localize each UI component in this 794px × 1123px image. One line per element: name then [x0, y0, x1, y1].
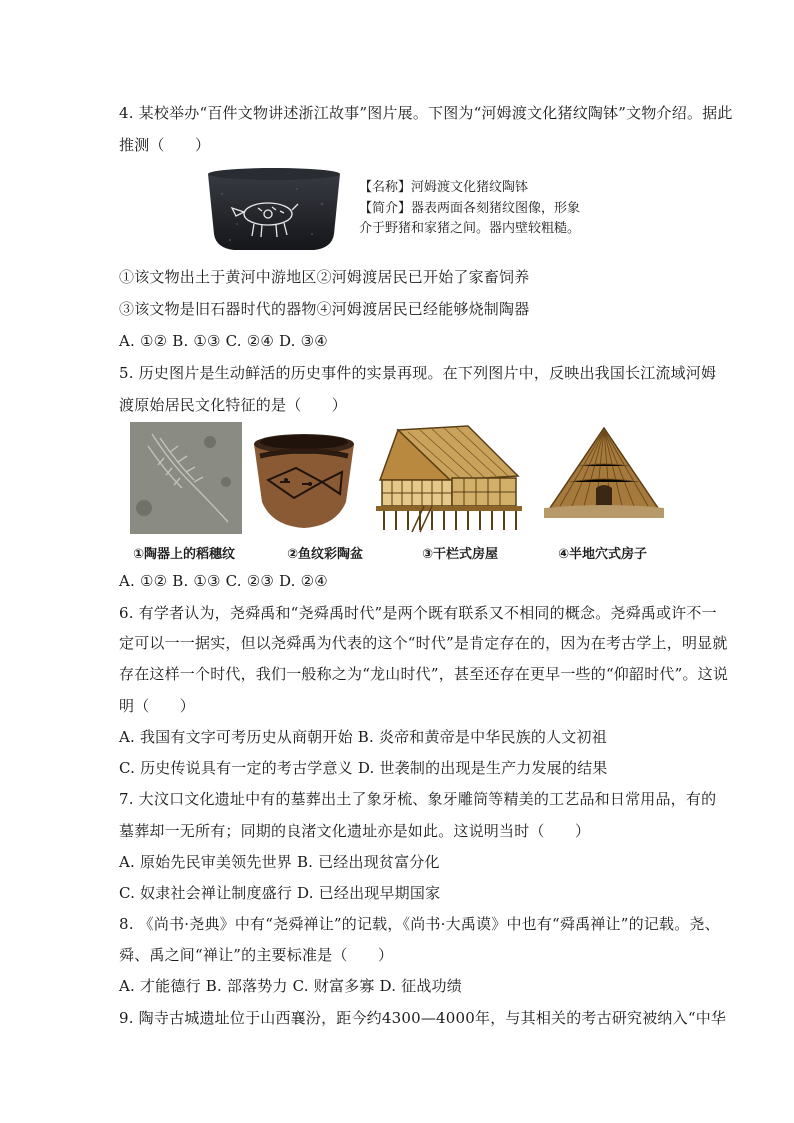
q4-caption-intro-cont: 介于野猪和家猪之间。器内壁较粗糙。	[359, 221, 581, 236]
q5-options: A. ①② B. ①③ C. ②③ D. ②④	[119, 572, 328, 590]
q9-stem-line1: 9. 陶寺古城遗址位于山西襄汾，距今约4300—4000年，与其相关的考古研究被纳入“中华	[119, 1009, 727, 1027]
stilt-house-image	[368, 422, 530, 534]
pottery-bowl-image	[202, 164, 346, 256]
q4-statement-1-2: ①该文物出土于黄河中游地区②河姆渡居民已开始了家畜饲养	[119, 268, 530, 286]
q7-stem-line1: 7. 大汶口文化遗址中有的墓葬出土了象牙梳、象牙雕筒等精美的工艺品和日常用品，有的	[119, 790, 717, 808]
q5-stem-line2: 渡原始居民文化特征的是（ ）	[119, 396, 348, 414]
q8-stem-line1: 8. 《尚书·尧典》中有“尧舜禅让”的记载，《尚书·大禹谟》中也有“舜禹禅让”的记载。尧、	[119, 915, 720, 933]
image-label-3: ③干栏式房屋	[422, 547, 499, 562]
q8-options: A. 才能德行 B. 部落势力 C. 财富多寡 D. 征战功绩	[119, 977, 462, 995]
q6-stem-line3: 存在这样一个时代，我们一般称之为“龙山时代”，甚至还存在更早一些的“仰韶时代”。这说	[119, 665, 729, 683]
q4-caption-intro: 【简介】器表两面各刻猪纹图像，形象	[359, 201, 581, 216]
q6-options-cd: C. 历史传说具有一定的考古学意义 D. 世袭制的出现是生产力发展的结果	[119, 759, 608, 777]
q4-caption-name: 【名称】河姆渡文化猪纹陶钵	[359, 180, 529, 195]
semi-subterranean-house-image	[540, 422, 668, 534]
q6-stem-line1: 6. 有学者认为，尧舜禹和“尧舜禹时代”是两个既有联系又不相同的概念。尧舜禹或许不一	[119, 604, 717, 622]
q7-options-ab: A. 原始先民审美领先世界 B. 已经出现贫富分化	[119, 853, 440, 871]
image-label-1: ①陶器上的稻穗纹	[133, 547, 236, 562]
q6-stem-line2: 定可以一一据实，但以尧舜禹为代表的这个“时代”是肯定存在的，因为在考古学上，明显就	[119, 634, 728, 652]
q7-options-cd: C. 奴隶社会禅让制度盛行 D. 已经出现早期国家	[119, 884, 441, 902]
fish-painted-basin-image	[246, 422, 362, 534]
q8-stem-line2: 舜、禹之间“禅让”的主要标准是（ ）	[119, 946, 394, 964]
q7-stem-line2: 墓葬却一无所有；同期的良渚文化遗址亦是如此。这说明当时（ ）	[119, 822, 591, 840]
rice-pattern-pottery-image	[130, 422, 242, 534]
q6-stem-line4: 明（ ）	[119, 697, 196, 715]
q5-stem-line1: 5. 历史图片是生动鲜活的历史事件的实景再现。在下列图片中，反映出我国长江流域河姆	[119, 364, 717, 382]
image-label-4: ④半地穴式房子	[558, 547, 648, 562]
q6-options-ab: A. 我国有文字可考历史从商朝开始 B. 炎帝和黄帝是中华民族的人文初祖	[119, 728, 607, 746]
image-label-2: ②鱼纹彩陶盆	[287, 547, 364, 562]
q4-stem-line1: 4. 某校举办“百件文物讲述浙江故事”图片展。下图为“河姆渡文化猪纹陶钵”文物介绍。据此	[119, 104, 733, 122]
q4-options: A. ①② B. ①③ C. ②④ D. ③④	[119, 332, 328, 350]
q4-stem-line2: 推测（ ）	[119, 136, 211, 154]
q4-statement-3-4: ③该文物是旧石器时代的器物④河姆渡居民已经能够烧制陶器	[119, 300, 530, 318]
